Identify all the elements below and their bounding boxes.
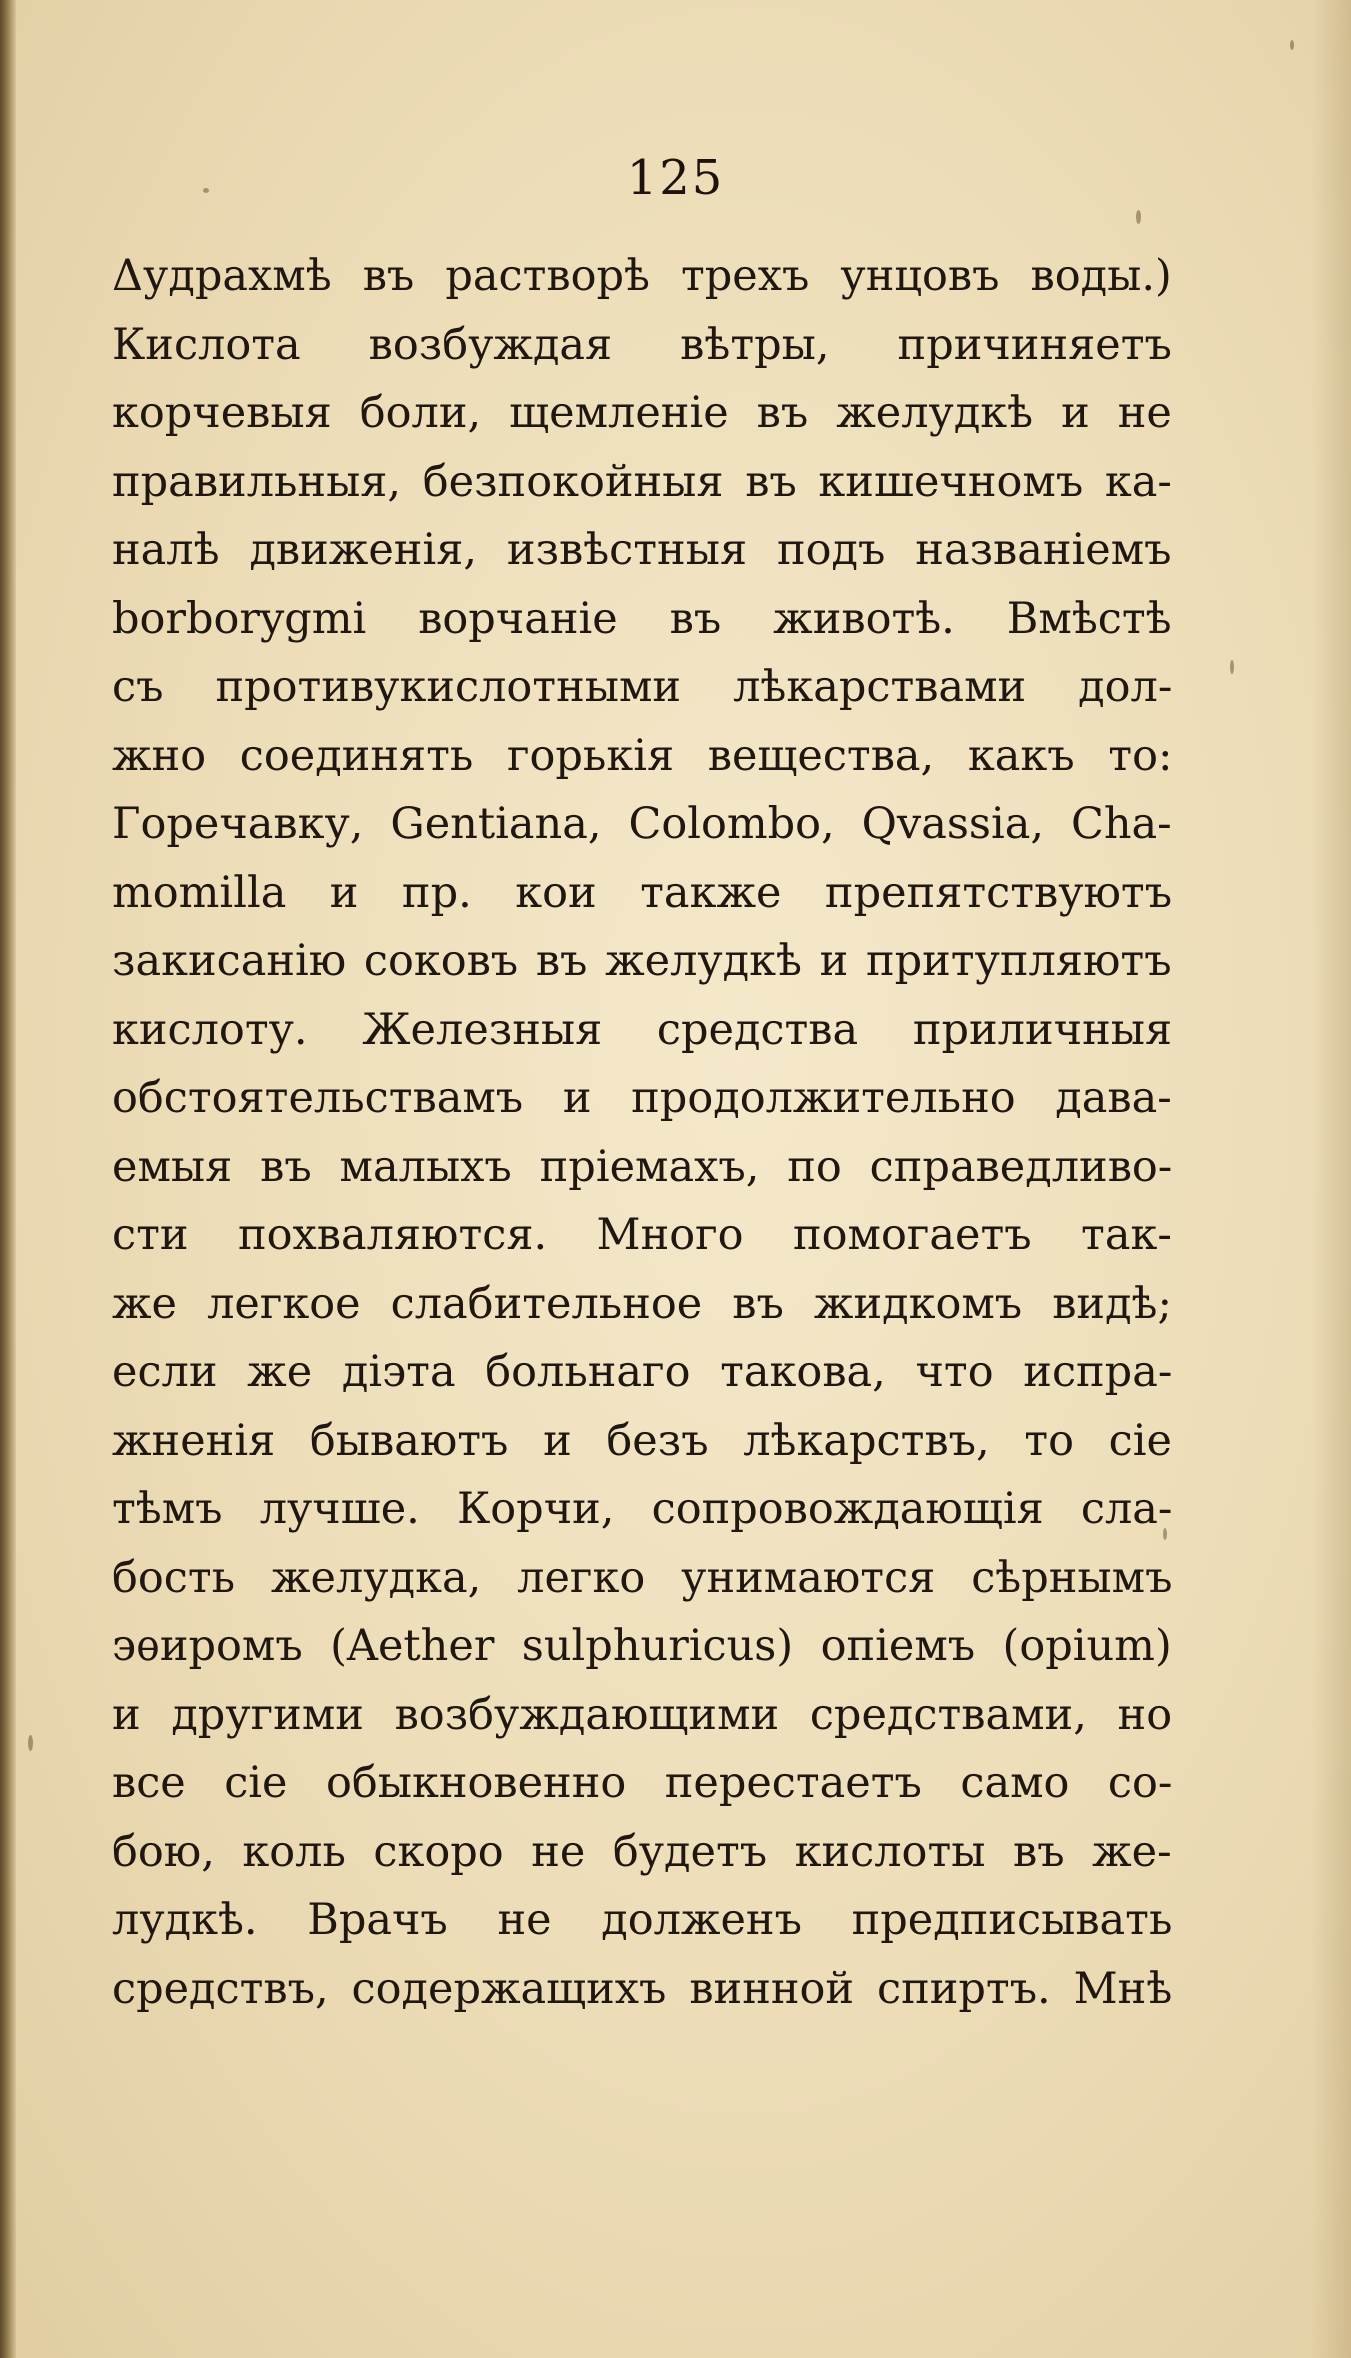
text-line: momilla и пр. кои также препятствуютъ — [112, 867, 1173, 918]
text-line: Горечавку, Gentiana, Colombo, Qvassia, Cha- — [112, 799, 1172, 849]
text-line: корчевыя боли, щемленіе въ желудкѣ и не — [112, 388, 1172, 438]
text-line: Кислота возбуждая вѣтры, причиняетъ — [112, 319, 1172, 370]
page-edge-shadow — [1311, 0, 1351, 2358]
text-line: обстоятельствамъ и продолжительно дава- — [112, 1073, 1172, 1123]
paper-speck — [1230, 660, 1234, 674]
page-number: 125 — [626, 150, 725, 206]
text-line: закисанію соковъ въ желудкѣ и притупляютъ — [112, 936, 1172, 986]
text-line: емыя въ малыхъ пріемахъ, по справедливо- — [112, 1141, 1173, 1192]
paper-speck — [28, 1735, 33, 1751]
text-line: бость желудка, легко унимаются сѣрнымъ — [112, 1552, 1173, 1603]
text-line: бою, коль скоро не будетъ кислоты въ же- — [112, 1826, 1172, 1877]
text-line: жненія бываютъ и безъ лѣкарствъ, то сіе — [112, 1415, 1172, 1466]
text-line: borborygmi ворчаніе въ животѣ. Вмѣстѣ — [112, 593, 1172, 644]
text-line: все сіе обыкновенно перестаетъ само со- — [112, 1758, 1173, 1808]
text-line: жно соединять горькія вещества, какъ то: — [112, 730, 1173, 781]
page-binding-edge — [0, 0, 16, 2358]
text-line: если же діэта больнаго такова, что испра- — [112, 1347, 1173, 1397]
text-line: тѣмъ лучше. Корчи, сопровождающія сла- — [112, 1484, 1173, 1534]
text-line: налѣ движенія, извѣстныя подъ названіемъ — [112, 525, 1172, 575]
text-line: эѳиромъ (Aether sulphuricus) опіемъ (opium) — [112, 1621, 1172, 1671]
text-line: правильныя, безпокойныя въ кишечномъ ка- — [112, 456, 1172, 507]
text-line: съ противукислотными лѣкарствами дол- — [112, 662, 1173, 712]
text-line: же легкое слабительное въ жидкомъ видѣ; — [112, 1278, 1172, 1329]
text-line: и другими возбуждающими средствами, но — [112, 1689, 1173, 1740]
text-line: кислоту. Железныя средства приличныя — [112, 1004, 1173, 1055]
text-line: средствъ, содержащихъ винной спиртъ. Мнѣ — [112, 1963, 1173, 2014]
text-line: Δудрахмѣ въ растворѣ трехъ унцовъ воды.) — [112, 251, 1172, 301]
paper-speck — [1290, 40, 1294, 50]
body-text — [112, 242, 1172, 2023]
text-line: сти похваляются. Много помогаетъ так- — [112, 1210, 1172, 1260]
paper-speck — [1136, 210, 1141, 224]
text-line: лудкѣ. Врачъ не долженъ предписывать — [112, 1895, 1173, 1945]
